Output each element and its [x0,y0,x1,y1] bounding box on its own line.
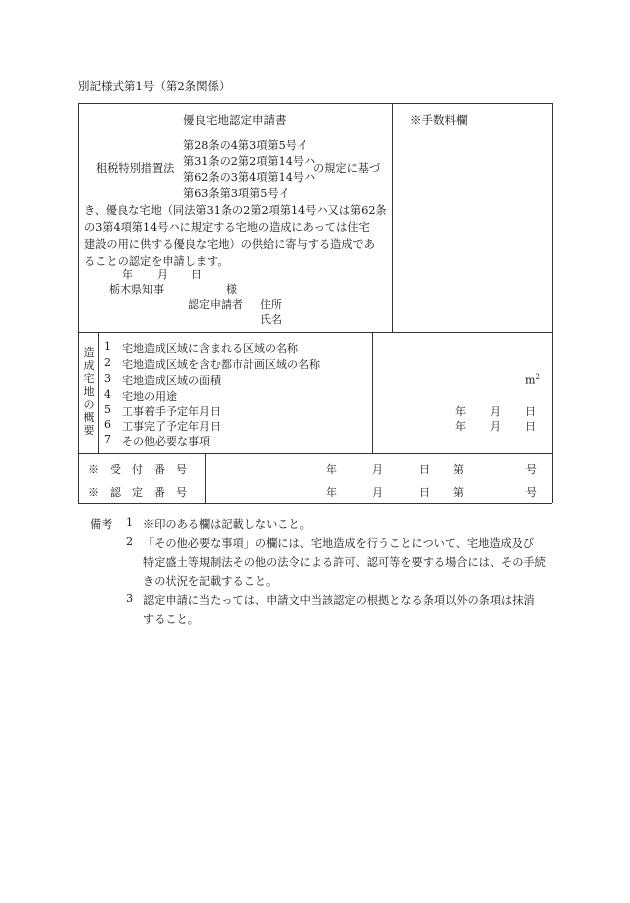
form-label: 別記様式第1号（第2条関係） [78,79,231,93]
receipt-month: 月 [372,463,383,476]
list-item: 宅地造成区域の面積 [122,374,221,387]
certification-month: 月 [372,486,383,499]
list-item-num: 1 [104,340,111,353]
note-line: 「その他必要な事項」の欄には、宅地造成を行うことについて、宅地造成及び [143,537,535,550]
note-num: 1 [126,516,134,529]
list-item: 工事着手予定年月日 [122,405,221,418]
note-line: 認定申請に当たっては、申請文中当該認定の根拠となる条項以外の条項は抹消 [143,594,535,607]
end-month: 月 [490,420,501,433]
note-line: きの状況を記載すること。 [143,575,278,588]
list-item-num: 4 [104,388,111,401]
law-suffix: の規定に基づ [313,162,381,175]
list-item-num: 5 [104,403,111,416]
date-day: 日 [191,268,202,281]
honorific: 様 [226,283,237,296]
body-line: 建設の用に供する優良な宅地）の供給に寄与する造成であ [84,238,375,251]
date-month: 月 [157,268,168,281]
receipt-label: ※ 受 付 番 号 [88,463,187,476]
law-clause: 第28条の4第3項第5号イ [183,139,309,152]
receipt-day: 日 [419,463,430,476]
body-line: き、優良な宅地（同法第31条の2第2項第14号ハ又は第62条 [84,204,387,217]
law-name: 租税特別措置法 [96,162,175,175]
date-year: 年 [122,268,133,281]
list-item: 宅地造成区域を含む都市計画区域の名称 [122,358,320,371]
applicant-name: 氏名 [260,313,282,326]
list-item-num: 3 [104,372,111,385]
overview-label: 造成宅地の概要 [83,346,95,437]
list-item-num: 6 [104,418,111,431]
note-line: すること。 [143,613,199,626]
receipt-dai: 第 [453,463,464,476]
law-clause: 第31条の2第2項第14号ハ [183,155,316,168]
remarks-heading: 備考 [90,518,113,531]
receipt-year: 年 [326,463,337,476]
body-line: ることの認定を申請します。 [84,255,229,268]
fee-column-label: ※手数料欄 [410,113,468,127]
list-item: 工事完了予定年月日 [122,420,221,433]
applicant-address: 住所 [260,298,282,311]
form-title: 優良宅地認定申請書 [183,113,287,127]
law-clause: 第63条第3項第5号イ [183,187,290,200]
certification-dai: 第 [453,486,464,499]
note-line: 特定盛土等規制法その他の法令による許可、認可等を要する場合には、その手続 [143,556,546,569]
list-item: 宅地造成区域に含まれる区域の名称 [122,342,298,355]
note-line: ※印のある欄は記載しないこと。 [143,518,311,531]
body-line: の3第4項第14号ハに規定する宅地の造成にあっては住宅 [84,221,370,234]
certification-label: ※ 認 定 番 号 [88,486,187,499]
certification-day: 日 [419,486,430,499]
start-month: 月 [490,405,501,418]
area-unit: $m^2$ [525,373,540,387]
list-item: その他必要な事項 [122,435,210,448]
note-num: 3 [126,592,134,605]
applicant-label: 認定申請者 [188,298,243,311]
receipt-go: 号 [526,463,537,476]
end-day: 日 [525,420,536,433]
addressee: 栃木県知事 [109,283,164,296]
certification-year: 年 [326,486,337,499]
start-day: 日 [525,405,536,418]
list-item-num: 2 [104,356,111,369]
list-item: 宅地の用途 [122,390,177,403]
start-year: 年 [455,405,466,418]
end-year: 年 [455,420,466,433]
note-num: 2 [126,535,134,548]
certification-go: 号 [526,486,537,499]
law-clause: 第62条の3第4項第14号ハ [183,171,316,184]
list-item-num: 7 [104,433,111,446]
